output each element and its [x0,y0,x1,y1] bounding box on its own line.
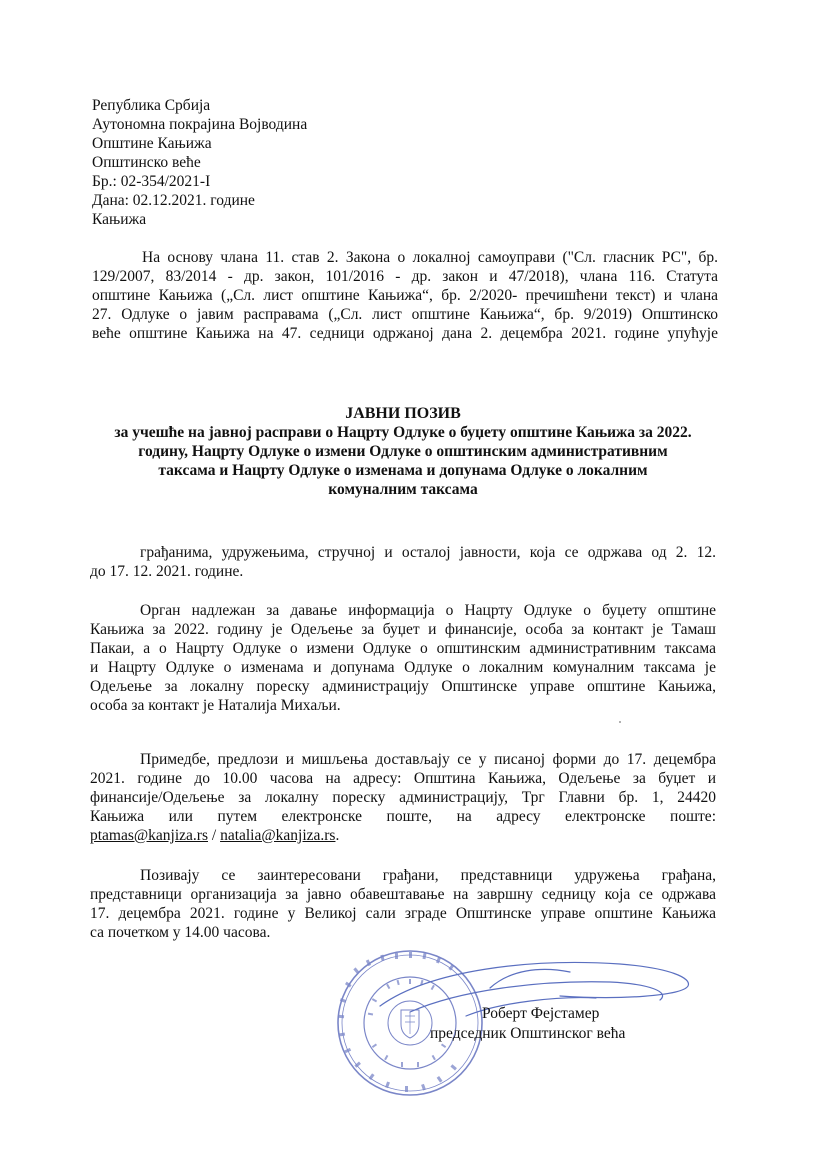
header-reference-number: Бр.: 02-354/2021-I [92,173,211,190]
document-subtitle-line: за учешће на јавној расправи о Нацрту Одлуке о буџету општине Кањижа за 2022. [114,424,692,441]
organ-paragraph [90,601,716,715]
document-subtitle-line: комуналним таксама [328,481,478,498]
submission-line: Кањижа или путем електронске поште, на адресу електронске поште: [90,808,716,825]
document-header [92,96,307,229]
intro-line: На основу члана 11. став 2. Закона о локалној самоуправи ("Сл. гласник РС", бр. [142,249,718,266]
organ-line: Пакаи, а о Нацрту Одлуке о измени Одлуке о општинским административним таксама [90,640,716,657]
intro-line: 129/2007, 83/2014 - др. закон, 101/2016 - др. закон и 47/2018), члана 116. Статута [92,268,718,285]
header-country: Република Србија [92,97,211,114]
intro-line: 27. Одлуке о јавим расправама („Сл. лист општине Кањижа“, бр. 9/2019) Општинско [92,306,718,323]
intro-line: општине Кањижа („Сл. лист општине Кањижа“, бр. 2/2020- пречишћени текст) и члана [92,287,718,304]
organ-line: и Нацрту Одлуке о изменама и допунама Одлуке о локалним комуналним таксама је [90,659,716,676]
header-date: Дана: 02.12.2021. године [92,192,255,209]
document-title: ЈАВНИ ПОЗИВ [345,405,461,422]
invitation-line: Позивају се заинтересовани грађани, представници удружења грађана, [140,867,716,884]
document-subtitle-line: годину, Нацрту Одлуке о измени Одлуке о општинским административним [138,443,668,460]
intro-line: веће општине Кањижа на 47. седници одржаној дана 2. децембра 2021. године упућује [92,325,718,342]
organ-line: особа за контакт је Наталија Михаљи. [90,697,341,714]
submission-line: Примедбе, предлози и мишљења достављају се у писаној форми до 17. децембра [140,751,716,768]
organ-line: Орган надлежан за давање информација о Нацрту Одлуке о буџету општине [140,602,716,619]
header-municipality: Општине Кањижа [92,135,212,152]
submission-paragraph [90,750,716,845]
submission-line: 2021. године до 10.00 часова на адресу: Општина Кањижа, Одељење за буџет и [90,770,716,787]
signatory-name: Роберт Фејстамер [482,1005,600,1022]
header-city: Кањижа [92,211,147,228]
document-title-block [80,404,726,499]
invitation-line: са почетком у 14.00 часова. [90,924,271,941]
submission-email-line [90,826,716,845]
organ-line: Кањижа за 2022. годину је Одељење за буџет и финансије, особа за контакт је Тамаш [90,621,716,638]
email-line-end: . [335,827,340,844]
submission-line: финансије/Одељење за локалну пореску администрацију, Трг Главни бр. 1, 24420 [90,789,716,806]
header-province: Аутономна покрајина Војводина [92,116,308,133]
audience-line: до 17. 12. 2021. године. [90,563,244,580]
audience-line: грађанима, удружењима, стручној и осталој јавности, која се одржава од 2. 12. [140,544,716,561]
audience-paragraph [90,543,716,581]
scan-speck [619,721,621,723]
signatory-role: председник Општинског већа [430,1025,626,1042]
organ-line: Одељење за локалну пореску администрацију Општинске управе општине Кањижа, [90,678,716,695]
document-subtitle-line: таксама и Нацрту Одлуке о изменама и допунама Одлуке о локалним [158,462,648,479]
invitation-line: представници организација за јавно обавештавање на завршну седницу која се одржава [90,886,716,903]
invitation-paragraph [90,866,716,942]
intro-paragraph [92,248,718,343]
email-separator: / [208,827,221,844]
invitation-line: 17. децембра 2021. године у Великој сали зграде Општинске управе општине Кањижа [90,905,716,922]
email-link-ptamas[interactable]: ptamas@kanjiza.rs [90,827,208,844]
email-link-natalia[interactable]: natalia@kanjiza.rs [220,827,336,844]
header-council: Општинско веће [92,154,201,171]
